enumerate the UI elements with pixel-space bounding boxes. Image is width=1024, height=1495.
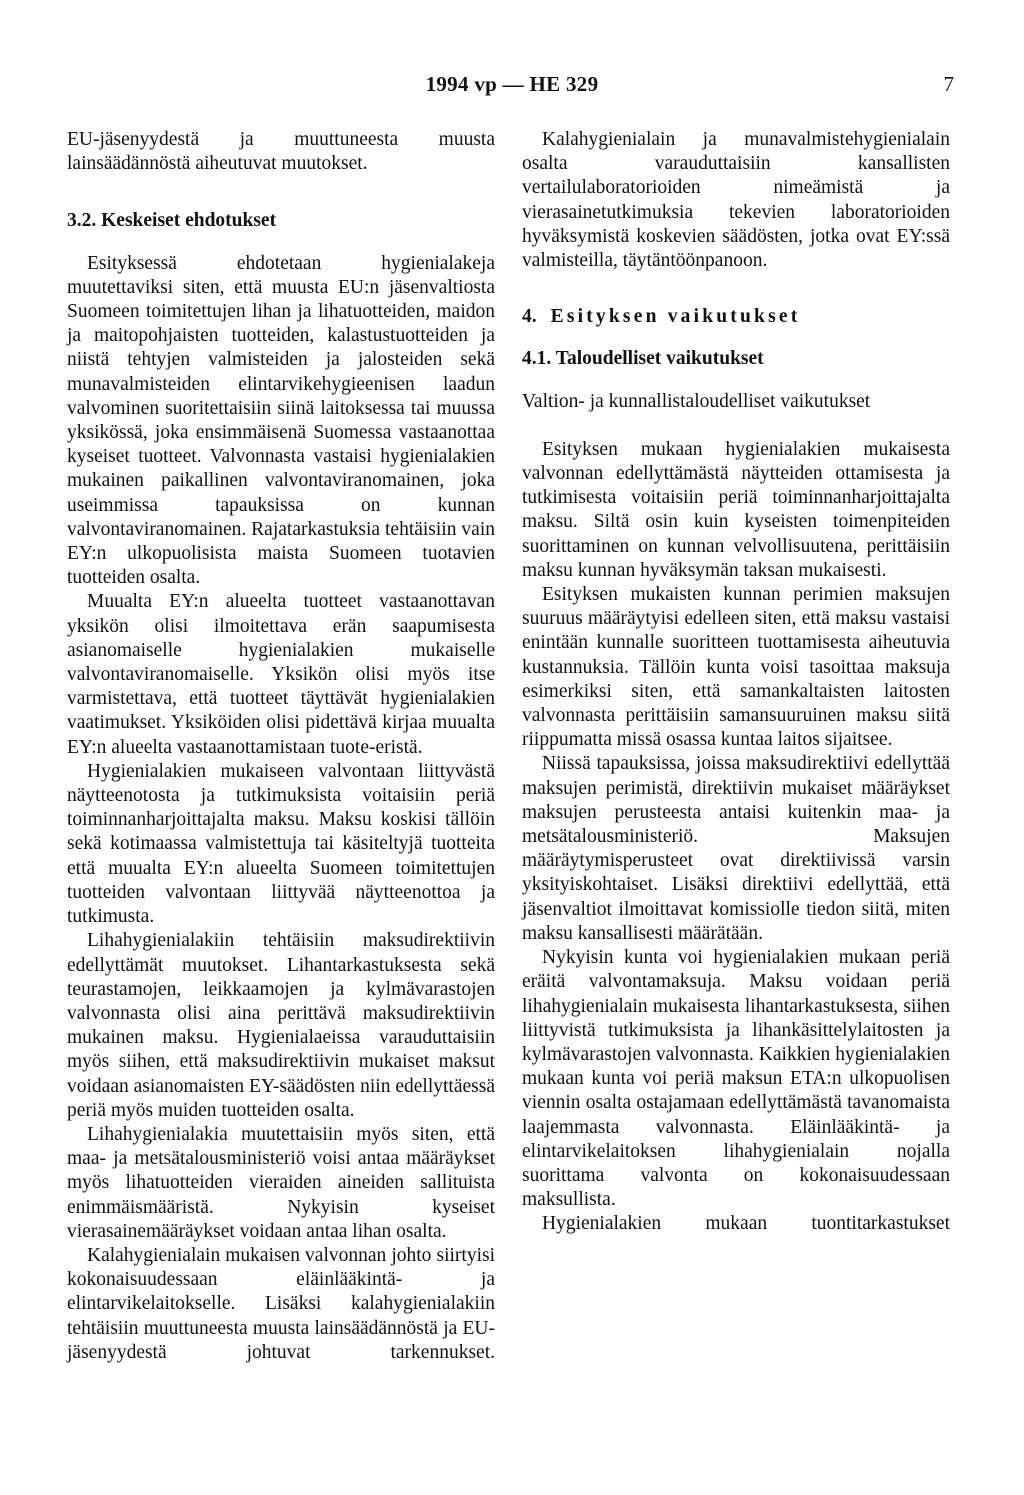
paragraph: Hygienialakien mukaan tuontitarkastukset	[542, 1213, 950, 1235]
paragraph: Kalahygienialain ja munavalmistehygienialain osalta varauduttaisiin kansallisten vertailulaboratorioiden nimeämistä ja vierasainetutkimuksia tekevien laboratorioiden hyväksymistä koskevien säädösten, jotka ovat EY:ssä valmisteilla, täytäntöönpanoon.	[522, 129, 950, 272]
paragraph: Lihahygienialakiin tehtäisiin maksudirektiivin edellyttämät muutokset. Lihantarkastuksesta sekä teurastamojen, leikkaamojen ja kylmävarastojen valvonnasta olisi aina perittävä maksudirektiivin mukainen maksu. Hygienialaeissa varauduttaisiin myös siihen, että maksudirektiivin mukaiset maksut voidaan asianomaisten EY-säädösten niin edellyttäessä periä myös muiden tuotteiden osalta.	[67, 930, 495, 1121]
paragraph: Nykyisin kunta voi hygienialakien mukaan periä eräitä valvontamaksuja. Maksu voidaan periä lihahygienialain mukaisesta lihantarkastuksesta, siihen liittyvistä tutkimuksista ja lihankäsittelylaitosten ja kylmävarastojen valvonnasta. Kaikkien hygienialakien mukaan kunta voi periä maksun ETA:n ulkopuolisen viennin osalta ostajamaan edellyttämästä tavanomaista laajemmasta valvonnasta. Eläinlääkintä- ja elintarvikelaitoksen lihahygienialain nojalla suorittama valvonta on kokonaisuudessaan maksullista.	[522, 947, 950, 1211]
paragraph: Hygienialakien mukaiseen valvontaan liittyvästä näytteenotosta ja tutkimuksista voitaisiin periä toiminnanharjoittajalta maksu. Maksu koskisi tällöin sekä kotimaassa valmistettuja tai käsiteltyjä tuotteita että muualta EY:n alueelta Suomeen toimitettujen tuotteiden valvontaan liittyvää näytteenottoa ja tutkimusta.	[67, 760, 495, 928]
section-number: 4.	[522, 306, 537, 328]
paragraph: Esityksessä ehdotetaan hygienialakeja muutettaviksi siten, että muusta EU:n jäsenvaltiosta Suomeen toimitettujen lihan ja lihatuotteiden, maidon ja maitopohjaisten tuotteiden, kalastustuotteiden ja niistä tehtyjen valmisteiden ja jalosteiden sekä munavalmisteiden elintarvikehygieenisen laadun valvominen suoritettaisiin siinä laitoksessa tai muussa yksikössä, joka ensimmäisenä Suomessa vastaanottaa kyseiset tuotteet. Valvonnasta vastaisi hygienialakien mukainen paikallinen valvontaviranomainen, joka useimmissa tapauksissa on kunnan valvontaviranomainen. Rajatarkastuksia tehtäisiin vain EY:n ulkopuolisista maista Suomeen tuotavien tuotteiden osalta.	[67, 252, 495, 589]
paragraph: Kalahygienialain mukaisen valvonnan johto siirtyisi kokonaisuudessaan eläinlääkintä- ja elintarvikelaitokselle. Lisäksi kalahygienialakiin tehtäisiin muuttuneesta muusta lainsäädännöstä ja EU-jäsenyydestä johtuvat tarkennukset.	[67, 1244, 495, 1363]
subsection-heading: 4.1. Taloudelliset vaikutukset	[522, 348, 764, 370]
intro-text: EU-jäsenyydestä ja muuttuneesta muusta lainsäädännöstä aiheutuvat muutokset.	[67, 129, 495, 175]
section-title: Esityksen vaikutukset	[550, 306, 801, 328]
paragraph: Niissä tapauksissa, joissa maksudirektiivi edellyttää maksujen perimistä, direktiivin mukaiset määräykset maksujen perusteesta antaisi kuitenkin maa- ja metsätalousministeriö. Maksujen määräytymisperusteet ovat direktiivissä varsin yksityiskohtaiset. Lisäksi direktiivi edellyttää, että jäsenvaltiot ilmoittavat komissiolle tiedon siitä, miten maksu kansallisesti määrätään.	[522, 753, 950, 944]
page-header	[0, 72, 1024, 102]
section-heading	[522, 305, 950, 329]
page-title: 1994 vp — HE 329	[425, 72, 599, 96]
paragraph: Muualta EY:n alueelta tuotteet vastaanottavan yksikön olisi ilmoitettava erän saapumisesta asianomaiselle hygienialakien mukaiselle valvontaviranomaiselle. Yksikön olisi myös itse varmistettava, että tuotteet täyttävät hygienialakien vaatimukset. Yksiköiden olisi pidettävä kirjaa muualta EY:n alueelta vastaanottamistaan tuote-eristä.	[67, 591, 495, 758]
section-heading: 3.2. Keskeiset ehdotukset	[67, 210, 277, 232]
paragraph: Esityksen mukaan hygienialakien mukaisesta valvonnan edellyttämästä näytteiden ottamisesta ja tutkimisesta voitaisiin periä toiminnanharjoittajalta maksu. Siltä osin kuin kyseisten toimenpiteiden suorittaminen on kunnan velvollisuutena, perittäisiin maksu kunnan hyväksymän taksan mukaisesti.	[522, 438, 950, 581]
right-column	[522, 128, 950, 1237]
paragraph: Esityksen mukaisten kunnan perimien maksujen suuruus määräytyisi edelleen siten, että maksu vastaisi enintään kunnalle suoritteen tuottamisesta aiheutuvia kustannuksia. Tällöin kunta voisi tasoittaa maksuja esimerkiksi siten, että samankaltaisten laitosten valvonnasta perittäisiin samansuuruinen maksu siitä riippumatta missä osassa kuntaa laitos sijaitsee.	[522, 584, 950, 751]
plain-heading: Valtion- ja kunnallistaloudelliset vaikutukset	[522, 390, 871, 412]
paragraph: Lihahygienialakia muutettaisiin myös siten, että maa- ja metsätalousministeriö voisi antaa määräykset myös lihatuotteiden vieraiden aineiden sallituista enimmäismääristä. Nykyisin kyseiset vierasainemääräykset voidaan antaa lihan osalta.	[67, 1123, 495, 1242]
left-column	[67, 128, 495, 1365]
page-number: 7	[943, 72, 954, 96]
